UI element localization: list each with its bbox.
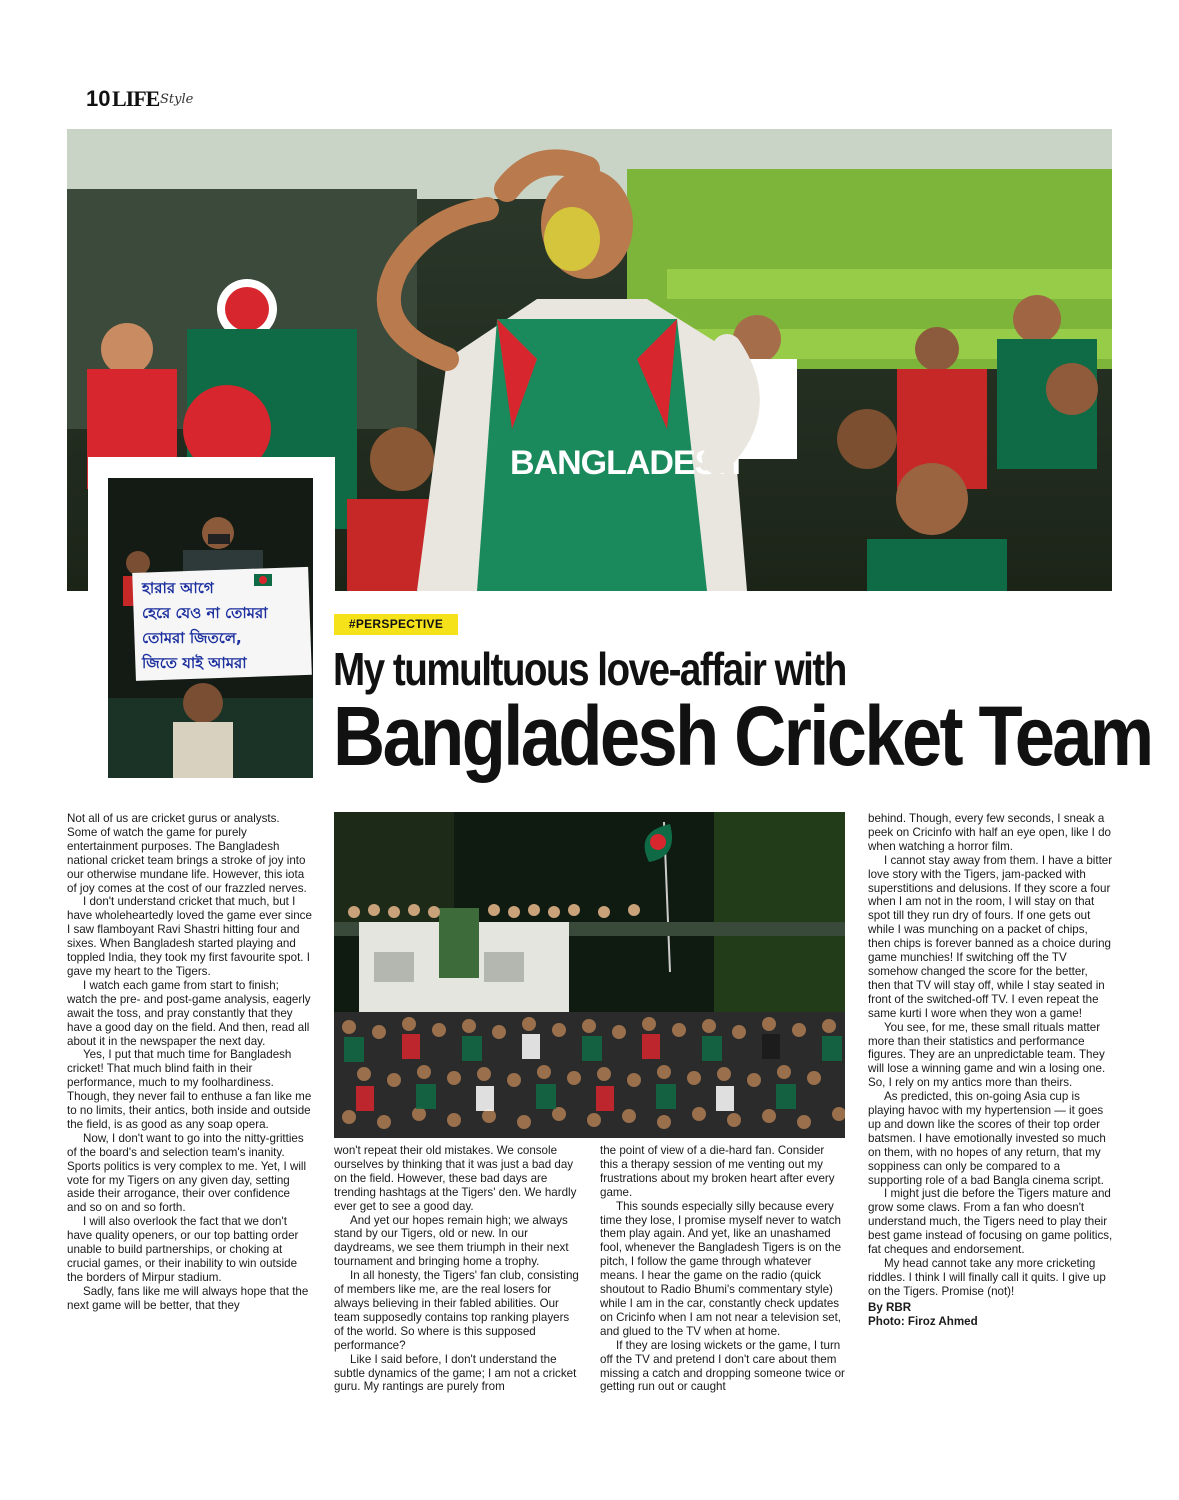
byline: By RBR [868, 1300, 912, 1314]
paragraph: I watch each game from start to finish; watch the pre- and post-game analysis, eagerly await the toss, and pray constantly that they have a good day on the field. And then, read all about it in the newspaper the next day. [67, 978, 311, 1048]
crowd-photo-illustration [334, 812, 845, 1138]
paragraph: I don't understand cricket that much, but I have wholeheartedly loved the game ever since I saw flamboyant Ravi Shastri hitting four and sixes. When Bangladesh started playing and toppled India, they took my first favourite spot. I gave my heart to the Tigers. [67, 895, 312, 978]
paragraph: As predicted, this on-going Asia cup is playing havoc with my hypertension — it goes up and down like the scores of their top order batsmen. I have emotionally invested so much on them, with no hopes of any return, that my soppiness can only be compared to a supporting role of a bad Bangla cinema script. [868, 1090, 1106, 1187]
sign-line: হেরে যেও না তোমরা [142, 604, 268, 622]
paragraph: I will also overlook the fact that we don't have quality openers, or our top batting order unable to build partnerships, or choking at crucial games, or their inability to win outside the borders of Mirpur stadium. [67, 1215, 299, 1284]
paragraph: Now, I don't want to go into the nitty-gritties of the board's and selection team's inanity. Sports politics is very complex to me. Yet, I will vote for my Tigers on any given day, setting aside their arrogance, their over confidence and so on and so forth. [67, 1131, 307, 1215]
jersey-text: BANGLADESH [510, 444, 740, 482]
paragraph: I cannot stay away from them. I have a bitter love story with the Tigers, jam-packed with superstitions and delusions. If they score a four when I am not in the room, I will stay on that spot till they run dry of fours. If one gets out while I was munching on a packet of chips, then chips is forever banned as a choice during game munchies! If switching off the TV somehow changed the score for the better, then that TV will stay off, while I stay seated in front of the switched-off TV. I even repeat the same kurti I wore when they won a game! [868, 853, 1113, 1020]
sign-line: জিতে যাই আমরা [142, 654, 247, 672]
paragraph: the point of view of a die-hard fan. Consider this a therapy session of me venting out my frustrations about my broken heart after every game. [600, 1144, 835, 1199]
photo-credit: Photo: Firoz Ahmed [868, 1314, 978, 1328]
paragraph: My head cannot take any more cricketing riddles. I think I will finally call it quits. I give up on the Tigers. Promise (not)! [868, 1257, 1106, 1298]
sign-line: হারার আগে [142, 579, 214, 597]
paragraph: Like I said before, I don't understand the subtle dynamics of the game; I am not a cricket guru. My rantings are purely from [334, 1352, 577, 1394]
paragraph: This sounds especially silly because every time they lose, I promise myself never to watch them play again. And yet, like an unashamed fool, whenever the Bangladesh Tigers is on the pitch, I follow the game through whatever means. I hear the game on the radio (quick shoutout to Radio Bhumi's commentary style) while I am in the car, constantly check updates on Cricinfo when I am not near a television set, and glued to the TV when at home. [600, 1199, 842, 1338]
paragraph: won't repeat their old mistakes. We console ourselves by thinking that it was just a bad day on the field. However, these bad days are trending hashtags at the Tigers' den. We hardly ever get to see a good day. [334, 1144, 577, 1213]
article-column-4 [868, 812, 1113, 1329]
magazine-logo-sub: Style [160, 92, 194, 107]
paragraph: I might just die before the Tigers mature and grow some claws. From a fan who doesn't understand much, the Tigers need to play their best game instead of focusing on game politics, fat cheques and endorsement. [868, 1187, 1113, 1257]
article-column-2 [334, 1144, 579, 1394]
paragraph: behind. Though, every few seconds, I sneak a peek on Cricinfo with half an eye open, like I do when watching a horror film. [868, 812, 1111, 853]
section-tag: #PERSPECTIVE [334, 614, 458, 635]
protest-sign [142, 576, 310, 676]
article-column-1 [67, 812, 312, 1313]
magazine-logo: LIFE [112, 86, 160, 111]
headline-line-2: Bangladesh Cricket Team [333, 689, 1152, 783]
paragraph: Sadly, fans like me will always hope that the next game will be better, that they [67, 1284, 309, 1312]
paragraph: If they are losing wickets or the game, I turn off the TV and pretend I don't care about them missing a catch and dropping someone twice or getting run out or caught [600, 1338, 845, 1394]
paragraph: In all honesty, the Tigers' fan club, consisting of members like me, are the real losers for always believing in their fabled abilities. Our team supposedly contains top ranking players of the world. So where is this supposed performance? [334, 1269, 579, 1352]
paragraph: Yes, I put that much time for Bangladesh cricket! That much blind faith in their performance, much to my foolhardiness. Though, they never fail to enthuse a fan like me to no limits, their antics, both inside and outside the field, is as good as any soap opera. [67, 1048, 312, 1131]
paragraph: And yet our hopes remain high; we always stand by our Tigers, old or new. In our daydreams, we see them triumph in their next tournament and bringing home a trophy. [334, 1213, 569, 1269]
page-number: 10 [86, 86, 111, 111]
sign-line: তোমরা জিতলে, [142, 629, 242, 647]
headline-line-1: My tumultuous love-affair with [333, 643, 846, 695]
article-column-3 [600, 1144, 845, 1394]
paragraph: Not all of us are cricket gurus or analysts. Some of watch the game for purely entertainment purposes. The Bangladesh national cricket team brings a stroke of joy into our otherwise mundane life. However, this iota of joy comes at the cost of our frazzled nerves. [67, 812, 307, 895]
inset-photo [108, 478, 313, 778]
paragraph: You see, for me, these small rituals matter more than their statistics and performance figures. They are an unpredictable team. They will lose a winning game and win a losing one. So, I rely on my antics more than theirs. [868, 1020, 1106, 1090]
crowd-photo [334, 812, 845, 1138]
